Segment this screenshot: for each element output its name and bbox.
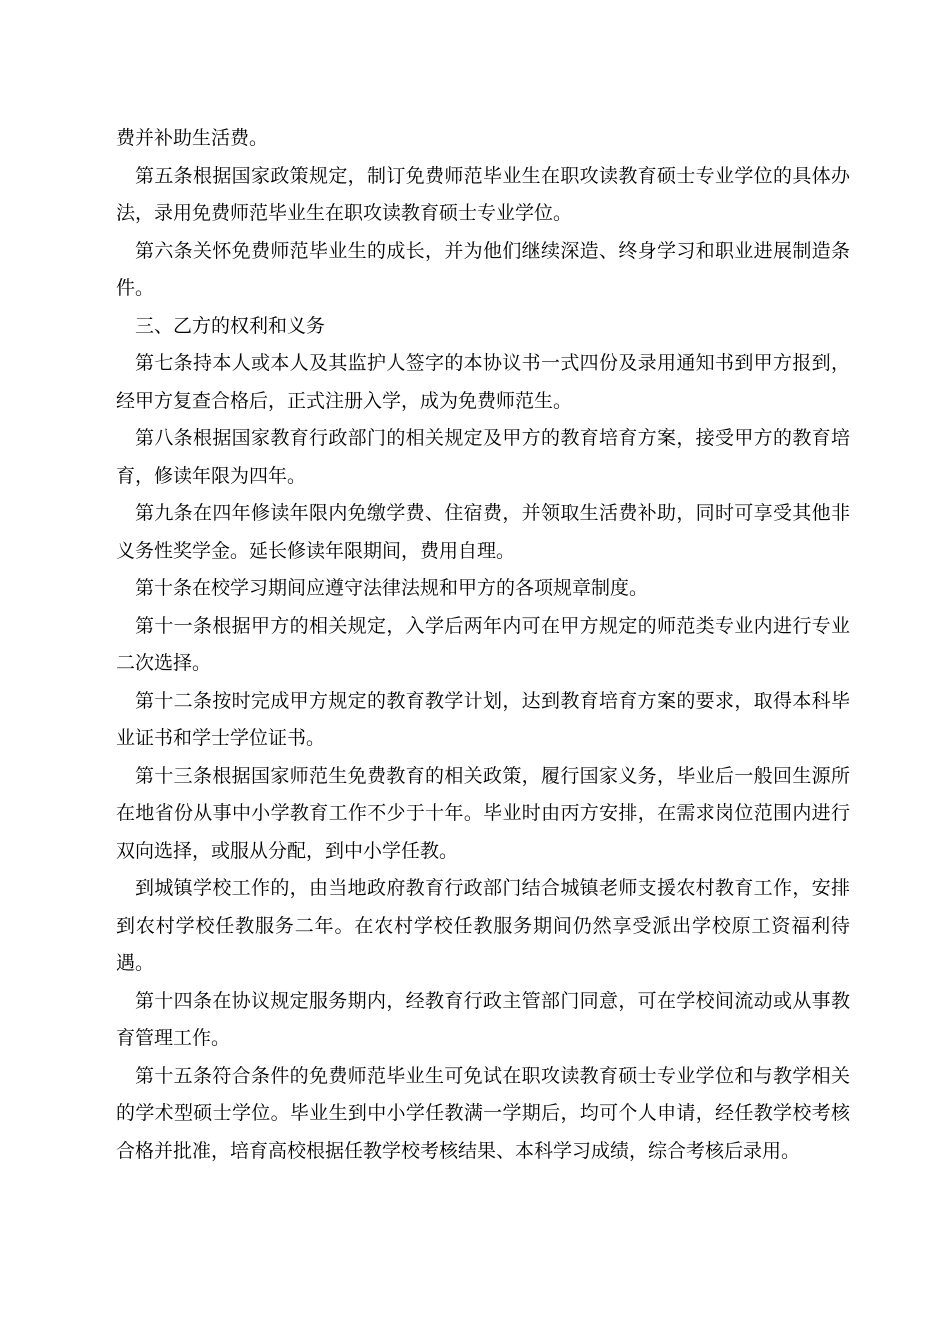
paragraph-article-7: 第七条持本人或本人及其监护人签字的本协议书一式四份及录用通知书到甲方报到，经甲方复查合格后，正式注册入学，成为免费师范生。 (116, 352, 850, 412)
paragraph-urban-schools: 到城镇学校工作的，由当地政府教育行政部门结合城镇老师支援农村教育工作，安排到农村学校任教服务二年。在农村学校任教服务期间仍然享受派出学校原工资福利待遇。 (116, 877, 850, 974)
paragraph-article-11: 第十一条根据甲方的相关规定，入学后两年内可在甲方规定的师范类专业内进行专业二次选择。 (116, 614, 850, 674)
paragraph-article-5: 第五条根据国家政策规定，制订免费师范毕业生在职攻读教育硕士专业学位的具体办法，录用免费师范毕业生在职攻读教育硕士专业学位。 (116, 164, 850, 224)
paragraph-article-8: 第八条根据国家教育行政部门的相关规定及甲方的教育培育方案，接受甲方的教育培育，修读年限为四年。 (116, 427, 850, 487)
paragraph-article-9: 第九条在四年修读年限内免缴学费、住宿费，并领取生活费补助，同时可享受其他非义务性奖学金。延长修读年限期间，费用自理。 (116, 502, 850, 562)
paragraph-article-12: 第十二条按时完成甲方规定的教育教学计划，达到教育培育方案的要求，取得本科毕业证书和学士学位证书。 (116, 689, 850, 749)
paragraph-article-14: 第十四条在协议规定服务期内，经教育行政主管部门同意，可在学校间流动或从事教育管理工作。 (116, 989, 850, 1049)
paragraph-article-13: 第十三条根据国家师范生免费教育的相关政策，履行国家义务，毕业后一般回生源所在地省份从事中小学教育工作不少于十年。毕业时由丙方安排，在需求岗位范围内进行双向选择，或服从分配，到中小学任教。 (116, 764, 850, 862)
paragraph-article-15: 第十五条符合条件的免费师范毕业生可免试在职攻读教育硕士专业学位和与教学相关的学术型硕士学位。毕业生到中小学任教满一学期后，均可个人申请，经任教学校考核合格并批准，培育高校根据任教学校考核结果、本科学习成绩，综合考核后录用。 (116, 1064, 850, 1162)
paragraph: 费并补助生活费。 (116, 127, 269, 149)
paragraph-article-10: 第十条在校学习期间应遵守法律法规和甲方的各项规章制度。 (135, 577, 649, 599)
document-body (116, 120, 850, 1170)
section-heading-party-b: 三、乙方的权利和义务 (135, 314, 326, 337)
paragraph-article-6: 第六条关怀免费师范毕业生的成长，并为他们继续深造、终身学习和职业进展制造条件。 (116, 239, 850, 299)
